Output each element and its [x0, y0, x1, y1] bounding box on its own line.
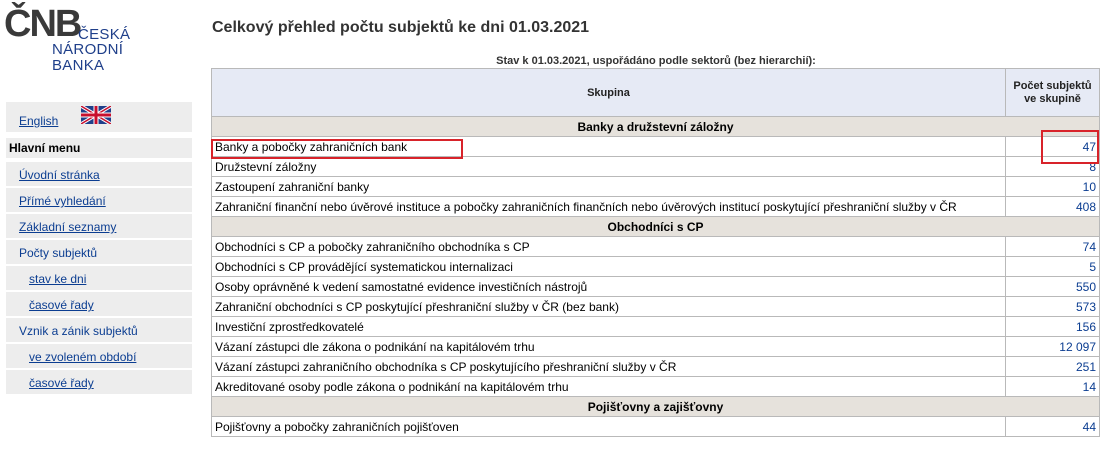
basic-lists-link[interactable]: Základní seznamy — [19, 220, 117, 234]
header-count: Počet subjektů ve skupině — [1006, 69, 1100, 117]
highlight-box-row-label — [211, 139, 463, 159]
header-group: Skupina — [212, 69, 1006, 117]
row-label: Zahraniční finanční nebo úvěrové instituce a pobočky zahraničních finančních nebo úvěrových institucí poskytující přeshraniční služby v ČR — [212, 197, 1006, 217]
row-count-link[interactable]: 550 — [1006, 277, 1100, 297]
sector-row — [212, 397, 1100, 417]
sector-name: Obchodníci s CP — [212, 217, 1100, 237]
time-series-counts-link[interactable]: časové řady — [29, 298, 94, 312]
row-label: Investiční zprostředkovatelé — [212, 317, 1006, 337]
sidebar-item-direct-search — [6, 188, 192, 212]
row-count-link[interactable]: 47 — [1006, 137, 1100, 157]
logo-line-2: NÁRODNÍ — [52, 41, 124, 58]
row-label: Zastoupení zahraniční banky — [212, 177, 1006, 197]
uk-flag-icon[interactable] — [81, 106, 111, 124]
row-label: Vázaní zástupci dle zákona o podnikání na kapitálovém trhu — [212, 337, 1006, 357]
subject-counts-label: Počty subjektů — [19, 246, 98, 260]
page-title: Celkový přehled počtu subjektů ke dni 01.03.2021 — [212, 19, 590, 36]
selected-period-link[interactable]: ve zvoleném období — [29, 350, 137, 364]
table-row — [212, 317, 1100, 337]
cnb-logo[interactable] — [4, 4, 154, 84]
sector-row — [212, 117, 1100, 137]
main-menu-heading — [6, 138, 192, 158]
state-at-date-link[interactable]: stav ke dni — [29, 272, 87, 286]
table-row — [212, 377, 1100, 397]
row-label: Pojišťovny a pobočky zahraničních pojišťoven — [212, 417, 1006, 437]
table-caption: Stav k 01.03.2021, uspořádáno podle sektorů (bez hierarchií): — [496, 55, 816, 67]
main-menu-title: Hlavní menu — [9, 141, 81, 155]
sidebar-item-origin-termination — [6, 318, 192, 342]
sector-name: Pojišťovny a zajišťovny — [212, 397, 1100, 417]
language-switch — [6, 102, 192, 132]
sector-name: Banky a družstevní záložny — [212, 117, 1100, 137]
row-count-link[interactable]: 573 — [1006, 297, 1100, 317]
logo-line-1: ČESKÁ — [78, 26, 131, 43]
sector-row — [212, 217, 1100, 237]
table-header-row — [212, 69, 1100, 117]
table-row — [212, 157, 1100, 177]
row-label: Obchodníci s CP provádějící systematickou internalizaci — [212, 257, 1006, 277]
sidebar-item-basic-lists — [6, 214, 192, 238]
row-label: Obchodníci s CP a pobočky zahraničního obchodníka s CP — [212, 237, 1006, 257]
english-link[interactable]: English — [19, 114, 59, 128]
sidebar-item-state-at-date — [6, 266, 192, 290]
table-row — [212, 297, 1100, 317]
origin-termination-label: Vznik a zánik subjektů — [19, 324, 138, 338]
table-row — [212, 417, 1100, 437]
table-row — [212, 237, 1100, 257]
row-count-link[interactable]: 251 — [1006, 357, 1100, 377]
sidebar-item-subject-counts — [6, 240, 192, 264]
row-count-link[interactable]: 10 — [1006, 177, 1100, 197]
row-count-link[interactable]: 12 097 — [1006, 337, 1100, 357]
row-count-link[interactable]: 408 — [1006, 197, 1100, 217]
row-count-link[interactable]: 74 — [1006, 237, 1100, 257]
table-row — [212, 337, 1100, 357]
highlight-box-row-count — [1041, 130, 1099, 164]
row-count-link[interactable]: 5 — [1006, 257, 1100, 277]
row-label: Banky a pobočky zahraničních bank — [212, 137, 1006, 157]
table-row — [212, 177, 1100, 197]
sidebar-item-time-series-origin — [6, 370, 192, 394]
subject-count-table — [211, 68, 1100, 437]
logo-cnb-mark: ČNB — [4, 3, 81, 45]
sidebar-item-time-series-counts — [6, 292, 192, 316]
sidebar-item-home — [6, 162, 192, 186]
sidebar-item-selected-period — [6, 344, 192, 368]
row-count-link[interactable]: 14 — [1006, 377, 1100, 397]
row-label: Osoby oprávněné k vedení samostatné evidence investičních nástrojů — [212, 277, 1006, 297]
table-row — [212, 257, 1100, 277]
row-count-link[interactable]: 156 — [1006, 317, 1100, 337]
table-row — [212, 357, 1100, 377]
home-link[interactable]: Úvodní stránka — [19, 168, 100, 182]
row-label: Akreditované osoby podle zákona o podnikání na kapitálovém trhu — [212, 377, 1006, 397]
table-row — [212, 277, 1100, 297]
row-count-link[interactable]: 8 — [1006, 157, 1100, 177]
table-row — [212, 197, 1100, 217]
row-label: Družstevní záložny — [212, 157, 1006, 177]
row-label: Vázaní zástupci zahraničního obchodníka s CP poskytujícího přeshraniční služby v ČR — [212, 357, 1006, 377]
logo-line-3: BANKA — [52, 57, 105, 74]
row-count-link[interactable]: 44 — [1006, 417, 1100, 437]
direct-search-link[interactable]: Přímé vyhledání — [19, 194, 106, 208]
row-label: Zahraniční obchodníci s CP poskytující přeshraniční služby v ČR (bez bank) — [212, 297, 1006, 317]
time-series-origin-link[interactable]: časové řady — [29, 376, 94, 390]
sidebar — [6, 102, 192, 396]
